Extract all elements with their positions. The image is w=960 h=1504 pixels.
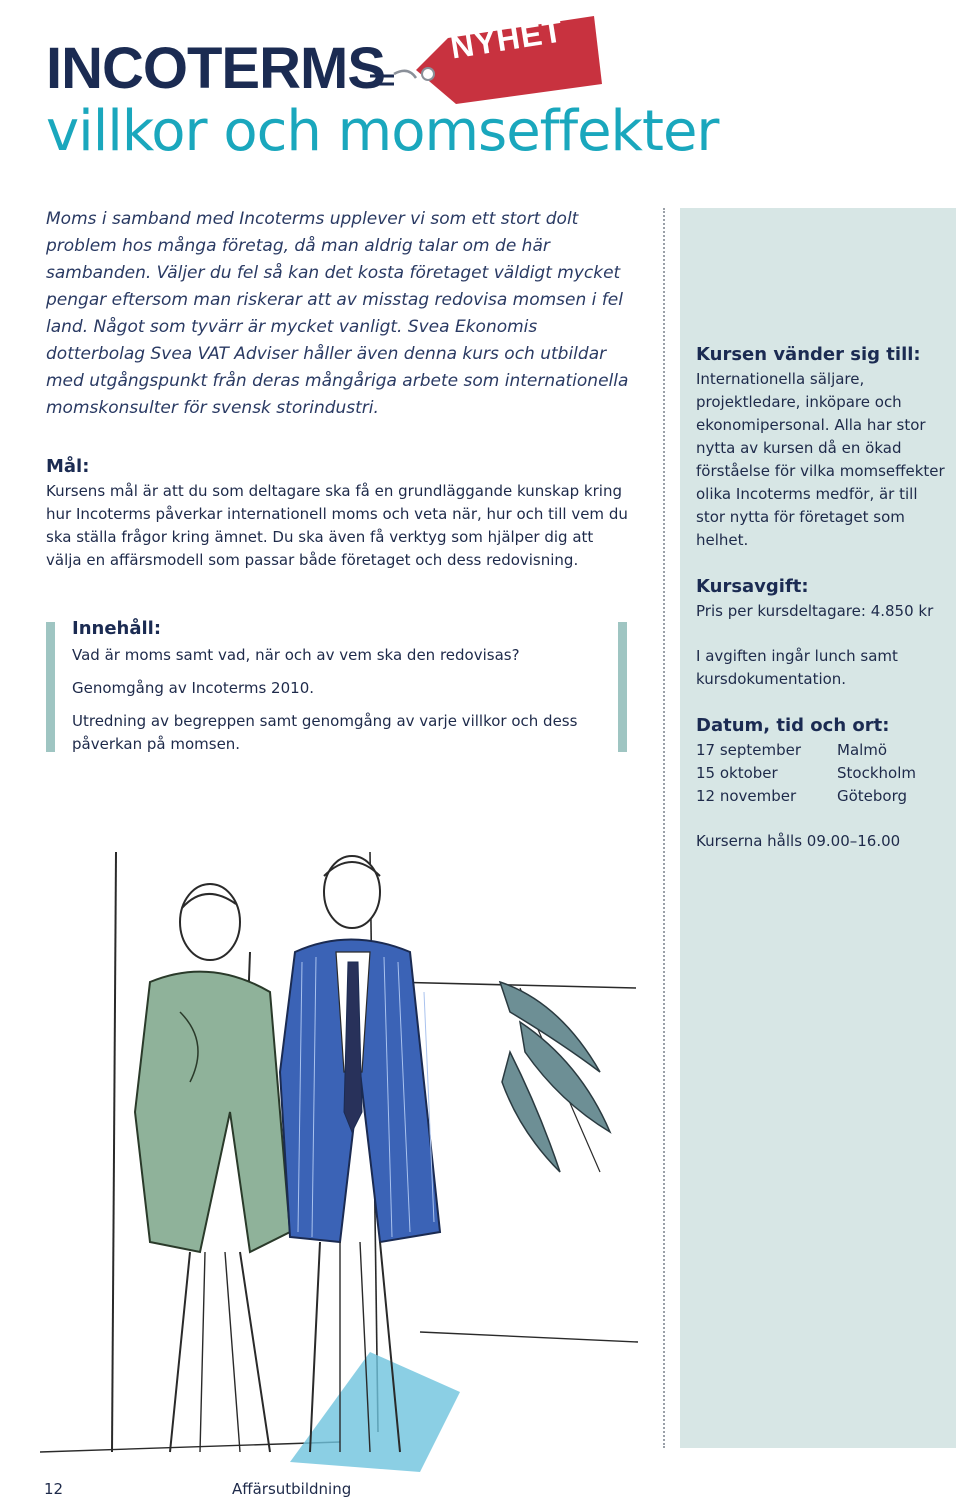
fee-price: Pris per kursdeltagare: 4.850 kr	[696, 602, 934, 620]
city-cell: Stockholm	[837, 764, 916, 782]
audience-heading: Kursen vänder sig till:	[696, 344, 921, 365]
content-item: Vad är moms samt vad, när och av vem ska den redovisas?	[72, 646, 520, 664]
date-cell: 15 oktober	[696, 764, 778, 782]
content-list	[72, 644, 612, 766]
page-number: 12	[44, 1480, 64, 1498]
audience-text: Internationella säljare, projektledare, inköpare och ekonomipersonal. Alla har stor nytta av kursen då en ökad förståelse för vilka momseffekter olika Incoterms medför, är till stor nytta för företaget som helhet.	[696, 370, 945, 549]
dates-heading: Datum, tid och ort:	[696, 715, 890, 736]
dates-table	[696, 739, 946, 808]
content-heading: Innehåll:	[72, 618, 162, 639]
business-people-illustration	[40, 812, 640, 1472]
date-cell: 12 november	[696, 787, 797, 805]
footer-section: Affärsutbildning	[232, 1480, 352, 1498]
content-item: Utredning av begreppen samt genomgång av varje villkor och dess påverkan på momsen.	[72, 712, 578, 753]
date-cell: 17 september	[696, 741, 802, 759]
city-cell: Malmö	[837, 741, 888, 759]
fee-heading: Kursavgift:	[696, 576, 809, 597]
dotted-divider	[663, 208, 665, 1448]
page-subtitle: villkor och momseffekter	[46, 99, 719, 164]
content-right-bar	[618, 622, 627, 752]
course-hours: Kurserna hålls 09.00–16.00	[696, 832, 901, 850]
content-left-bar	[46, 622, 55, 752]
page-title: INCOTERMS	[46, 36, 385, 101]
content-item: Genomgång av Incoterms 2010.	[72, 679, 314, 697]
city-cell: Göteborg	[837, 787, 908, 805]
intro-paragraph: Moms i samband med Incoterms upplever vi som ett stort dolt problem hos många företag, då man aldrig talar om de här sambanden. Väljer du fel så kan det kosta företaget väldigt mycket pengar eftersom man riskerar att av misstag redovisa momsen i fel land. Något som tyvärr är mycket vanligt. Svea Ekonomis dotterbolag Svea VAT Adviser håller även denna kurs och utbildar med utgångspunkt från deras mångåriga arbete som internationella momskonsulter för svensk storindustri.	[46, 209, 629, 418]
sidebar-content	[696, 342, 946, 853]
goal-text: Kursens mål är att du som deltagare ska få en grundläggande kunskap kring hur Incoterms påverkar internationell moms och veta när, hur och till vem du ska ställa frågor kring ämnet. Du ska även få verktyg som hjälper dig att välja en affärsmodell som passar både företaget och dess redovisning.	[46, 482, 628, 569]
goal-heading: Mål:	[46, 456, 90, 477]
fee-included: I avgiften ingår lunch samt kursdokumentation.	[696, 647, 898, 688]
new-badge: NYHET	[448, 12, 566, 66]
